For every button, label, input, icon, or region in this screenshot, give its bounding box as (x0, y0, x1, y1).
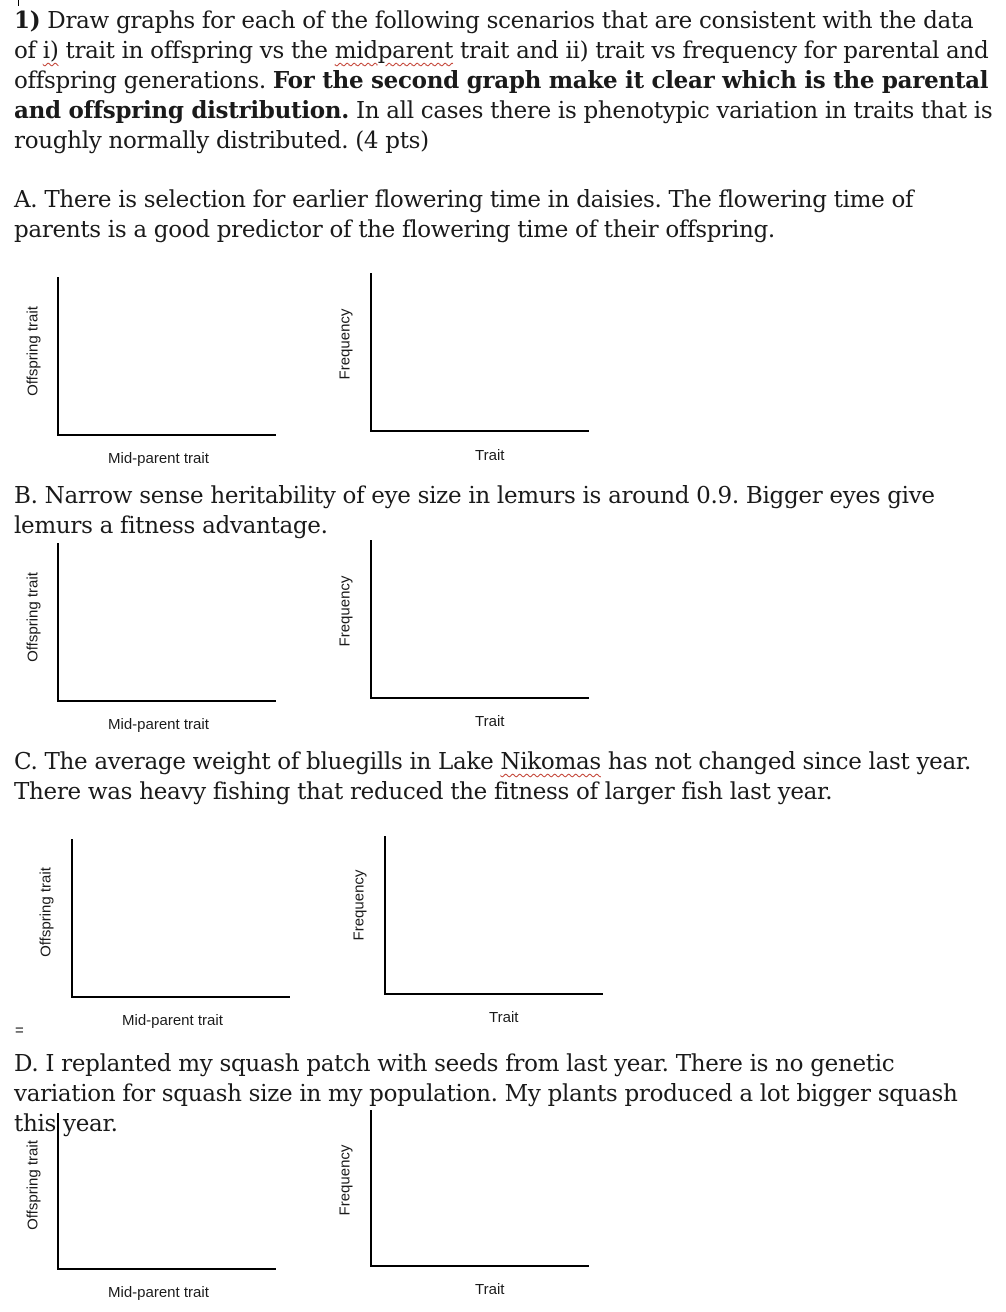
graph-a-frequency-axes (370, 273, 589, 432)
question-number: 1) (14, 7, 41, 34)
graph-b-trait-xlabel: Trait (475, 713, 505, 730)
spellcheck-nikomas: Nikomas (500, 749, 601, 775)
scenario-a: A. There is selection for earlier flowering time in daisies. The flowering time of parents is a good predictor of the flowering time of their offspring. (14, 187, 914, 243)
graph-c-offspring-ylabel: Offspring trait (37, 867, 55, 957)
graph-a-frequency-ylabel: Frequency (336, 308, 354, 380)
graph-a-trait-xlabel: Trait (475, 447, 505, 464)
graph-c-frequency-ylabel: Frequency (350, 869, 368, 941)
graph-b-offspring-axes (57, 543, 276, 702)
graph-d-frequency-ylabel: Frequency (336, 1144, 354, 1216)
graph-c-midparent-xlabel: Mid-parent trait (122, 1012, 223, 1029)
bold-instruction: For the second graph make it clear which is the parental and offspring distribution. (14, 67, 989, 124)
graph-d-midparent-xlabel: Mid-parent trait (108, 1284, 209, 1301)
graph-d-trait-xlabel: Trait (475, 1281, 505, 1298)
graph-c-frequency-axes (384, 836, 603, 995)
spellcheck-i: i) (42, 38, 59, 64)
question-1: 1) Draw graphs for each of the following scenarios that are consistent with the data of i) trait in offspring vs the midparent trait and ii) trait vs frequency for parental and offspring generations. For the second graph make it clear which is the parental and offspring distribution. In all cases there is phenotypic variation in traits that is roughly normally distributed. (4 pts) (14, 7, 993, 154)
graph-b-frequency-ylabel: Frequency (336, 575, 354, 647)
graph-b-offspring-ylabel: Offspring trait (24, 572, 42, 662)
graph-b-midparent-xlabel: Mid-parent trait (108, 716, 209, 733)
scenario-d: D. I replanted my squash patch with seeds from last year. There is no genetic variation for squash size in my population. My plants produced a lot bigger squash this year. (14, 1051, 958, 1137)
graph-c-trait-xlabel: Trait (489, 1009, 519, 1026)
stray-mark: = (15, 1022, 24, 1039)
graph-d-offspring-ylabel: Offspring trait (24, 1140, 42, 1230)
graph-d-offspring-axes (57, 1113, 276, 1270)
scenario-c: C. The average weight of bluegills in Lake Nikomas has not changed since last year. There was heavy fishing that reduced the fitness of larger fish last year. (14, 749, 972, 805)
graph-a-midparent-xlabel: Mid-parent trait (108, 450, 209, 467)
graph-a-offspring-ylabel: Offspring trait (24, 306, 42, 396)
graph-c-offspring-axes (71, 839, 290, 998)
graph-a-offspring-axes (57, 277, 276, 436)
scenario-b: B. Narrow sense heritability of eye size in lemurs is around 0.9. Bigger eyes give lemurs a fitness advantage. (14, 483, 935, 539)
spellcheck-midparent: midparent (334, 38, 454, 64)
graph-b-frequency-axes (370, 540, 589, 699)
graph-d-frequency-axes (370, 1110, 589, 1267)
